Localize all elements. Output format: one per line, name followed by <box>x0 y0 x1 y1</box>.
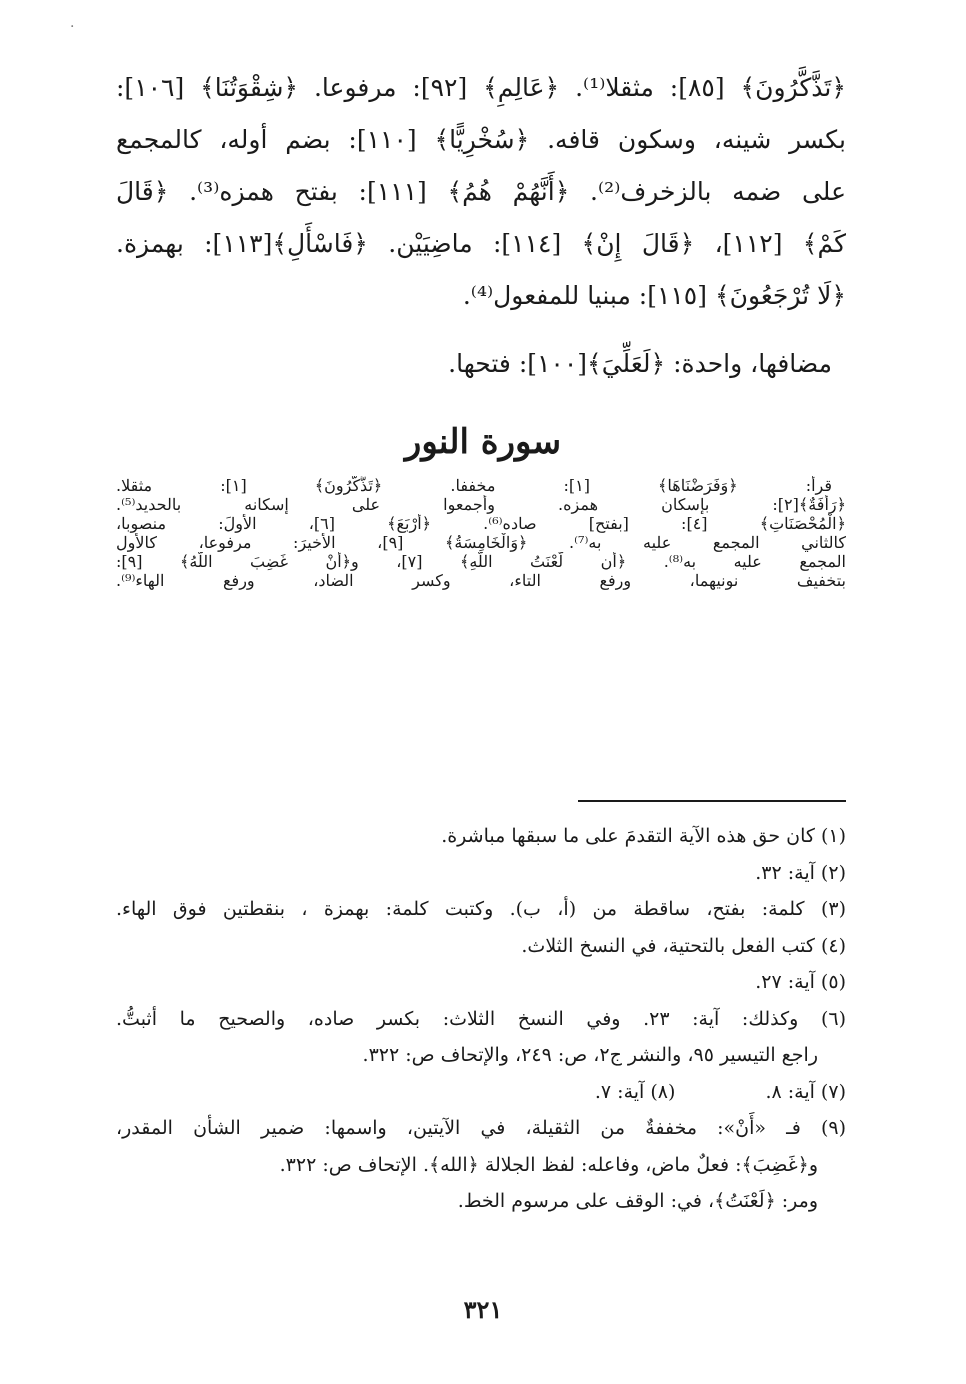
an-nur-section <box>116 476 846 590</box>
text-line: ﴿رَأْفَةٌ﴾[٢]: بإسكان همزه. وأجمعوا على إسكانه بالحديد⁽⁵⁾. <box>116 495 846 514</box>
footnote: (٨) آية: ٧. <box>594 1080 676 1103</box>
text-line: ﴿الْمُحْصَنَاتِ﴾ [٤]: [بفتح] صاده⁽⁶⁾. ﴿أَرْبَعَ﴾ [٦]، الأولَ: منصوبا، <box>116 514 846 533</box>
footnotes <box>116 818 846 1220</box>
continued-note-text: مضافها، واحدة: ﴿لَعَلِّيَ﴾[١٠٠]: فتحها. <box>448 349 832 378</box>
footnote-continuation: ومر: ﴿لَعْنَتُ﴾، في: الوقف على مرسوم الخط. <box>457 1190 818 1212</box>
footnote: (٤) كتب الفعل بالتحتية، في النسخ الثلاث. <box>521 934 846 957</box>
footnote-continuation: راجع التيسير ٩٥، والنشر ج٢، ص: ٢٤٩، والإتحاف ص: ٣٢٢. <box>362 1044 818 1066</box>
text-line: ﴿تَذَّكَّرُونَ﴾ [٨٥]: مثقلا⁽¹⁾. ﴿عَالِمِ﴾ [٩٢]: مرفوعا. ﴿شِقْوَتُنَا﴾ [١٠٦]: <box>116 73 846 102</box>
footnote-pair <box>116 1074 846 1111</box>
footnote-separator <box>578 800 846 802</box>
text-line: كالثاني المجمع عليه به⁽⁷⁾. ﴿وَالْخَامِسَةُ﴾ [٩]، الأخيرَ: مرفوعا، كالأول <box>116 533 846 552</box>
continued-note-line <box>116 338 846 390</box>
footnote: (١) كان حق هذه الآية التقدمَ على ما سبقها مباشرة. <box>441 825 846 847</box>
text-line: ﴿لَا تُرْجَعُونَ﴾ [١١٥]: مبنيا للمفعول⁽⁴⁾. <box>462 281 846 310</box>
footnote: (٥) آية: ٢٧. <box>755 971 846 993</box>
text-line: كَمْ﴾ [١١٢]، ﴿قَالَ إِنْ﴾ [١١٤]: ماضِيَيْن. ﴿فَاسْأَلِ﴾[١١٣]: بهمزة. <box>116 229 846 258</box>
text-line: على ضمه بالزخرف⁽²⁾. ﴿أَنَّهُمْ هُمُ﴾ [١١١]: بفتح همزه⁽³⁾. ﴿قَالَ <box>116 177 846 206</box>
surah-title: سورة النور <box>404 422 562 462</box>
page-number: ٣٢١ <box>463 1295 503 1324</box>
text-line: بكسر شينه، وسكون قافه. ﴿سُخْرِيًّا﴾ [١١٠]: بضم أوله، كالمجمع <box>116 125 846 154</box>
footnote: (٢) آية: ٣٢. <box>755 861 846 884</box>
al-muminun-section <box>116 62 846 322</box>
corner-mark: · <box>70 19 75 35</box>
footnote: (٧) آية: ٨. <box>765 1080 846 1103</box>
text-line: قرأ: ﴿وَفَرَضْنَاهَا﴾ [١]: مخففا. ﴿تَذَّكَّرُونَ﴾ [١]: مثقلا. <box>116 476 833 495</box>
footnote-continuation: و﴿غَضِبَ﴾: فعلٌ ماض، وفاعله: لفظ الجلالة ﴿الله﴾. الإتحاف ص: ٣٢٢. <box>279 1153 818 1176</box>
footnote: (٩) فـ «أَنْ»: مخففةٌ من الثقيلة، في الآيتين، واسمها: ضمير الشأن المقدر، <box>116 1117 846 1139</box>
text-line: المجمع عليه به⁽⁸⁾. ﴿أَن لَّعْنَتُ اللَّهِ﴾ [٧]، و﴿أَنْ غَضِبَ اللَّهُ﴾ [٩]: <box>116 552 846 571</box>
footnote: (٣) كلمة: بفتح، ساقطة من (أ، ب). وكتبت كلمة: بهمزة ، بنقطتين فوق الهاء. <box>116 898 846 920</box>
text-line: بتخفيف نونيهما، ورفع التاء، وكسر الضاد، ورفع الهاء⁽⁹⁾. <box>116 571 846 590</box>
footnote: (٦) وكذلك: آية: ٢٣. وفي النسخ الثلاث: بكسر صاده، والصحيح ما أثبتُّ. <box>116 1007 846 1030</box>
